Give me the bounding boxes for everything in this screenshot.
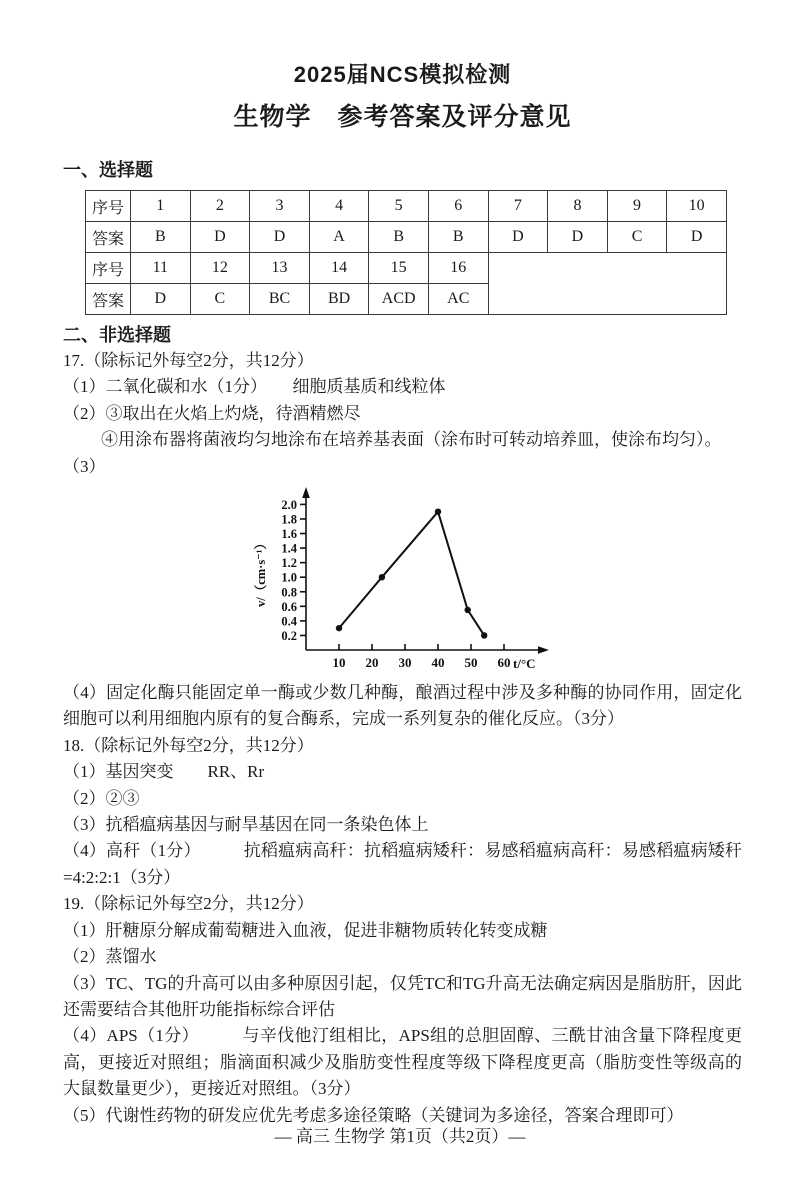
doc-title: 2025届NCS模拟检测 (293, 62, 512, 87)
q17-answer-1: （1）二氧化碳和水（1分） 细胞质基质和线粒体 (63, 377, 446, 397)
y-tick-label: 1.4 (281, 541, 297, 556)
answer-cell: B (131, 222, 191, 253)
y-tick-label: 1.6 (281, 527, 297, 542)
x-tick-label: 30 (398, 655, 412, 671)
answer-cell: D (667, 222, 727, 253)
y-tick-label: 0.2 (281, 628, 297, 643)
q18-answer-4: （4）高秆（1分） 抗稻瘟病高秆：抗稻瘟病矮秆：易感稻瘟病高秆：易感稻瘟病矮秆=4:2:2:1（3分） (63, 841, 742, 887)
answer-cell: C (190, 284, 250, 315)
line-chart-svg (251, 482, 561, 678)
question-number-cell: 1 (131, 191, 191, 222)
data-point (379, 574, 385, 580)
section1-heading: 一、选择题 (63, 160, 153, 180)
answer-table-row (86, 222, 727, 253)
q19-intro: 19.（除标记外每空2分，共12分） (63, 894, 314, 914)
answer-cell: D (488, 222, 548, 253)
answer-cell: C (607, 222, 667, 253)
question-number-cell: 4 (309, 191, 369, 222)
question-number-cell: 2 (190, 191, 250, 222)
section2-heading: 二、非选择题 (63, 325, 171, 345)
q19-answer-5: （5）代谢性药物的研发应优先考虑多途径策略（关键词为多途径，答案合理即可） (63, 1105, 684, 1125)
x-tick-label: 20 (365, 655, 379, 671)
question-number-cell: 7 (488, 191, 548, 222)
answer-cell: B (428, 222, 488, 253)
row-header-cell: 序号 (86, 191, 131, 222)
page-footer: — 高三 生物学 第1页（共2页）— (274, 1127, 526, 1146)
question-number-cell: 6 (428, 191, 488, 222)
q17-answer-3-label: （3） (63, 456, 106, 476)
y-tick-label: 2.0 (281, 497, 297, 512)
question-number-cell: 13 (250, 253, 310, 284)
answer-table-row (86, 253, 727, 284)
x-axis-title: t/°C (513, 656, 536, 672)
x-tick-label: 10 (332, 655, 346, 671)
y-tick-label: 1.8 (281, 512, 297, 527)
x-tick-label: 40 (431, 655, 445, 671)
question-number-cell: 12 (190, 253, 250, 284)
y-tick-label: 0.8 (281, 585, 297, 600)
data-line (339, 512, 484, 636)
question-number-cell: 5 (369, 191, 429, 222)
x-tick-label: 50 (464, 655, 478, 671)
question-number-cell: 15 (369, 253, 429, 284)
y-axis-title: v/（cm·s⁻¹） (254, 537, 268, 608)
question-number-cell: 11 (131, 253, 191, 284)
answer-cell: D (190, 222, 250, 253)
q17-answer-4: （4）固定化酶只能固定单一酶或少数几种酶，酿酒过程中涉及多种酶的协同作用，固定化细胞可以利用细胞内原有的复合酶系，完成一系列复杂的催化反应。（3分） (63, 683, 742, 729)
doc-subtitle: 生物学 参考答案及评分意见 (233, 103, 572, 131)
data-point (465, 607, 471, 613)
y-tick-label: 1.0 (281, 570, 297, 585)
q18-answer-1: （1）基因突变 RR、Rr (63, 762, 265, 782)
data-point (435, 509, 441, 515)
q18-intro: 18.（除标记外每空2分，共12分） (63, 735, 314, 755)
row-header-cell: 答案 (86, 222, 131, 253)
question-number-cell: 14 (309, 253, 369, 284)
q19-answer-4: （4）APS（1分） 与辛伐他汀组相比，APS组的总胆固醇、三酰甘油含量下降程度更高，更接近对照组；脂滴面积减少及脂肪变性程度等级下降程度更高（脂肪变性等级高的大鼠数量更少），更接近对照组。（3分） (63, 1026, 742, 1099)
enzyme-rate-temperature-chart (251, 482, 561, 678)
x-tick-label: 60 (497, 655, 511, 671)
question-number-cell: 3 (250, 191, 310, 222)
y-tick-label: 0.4 (281, 614, 297, 629)
answer-cell: BC (250, 284, 310, 315)
data-point (481, 632, 487, 638)
x-axis-arrow (538, 646, 549, 654)
q19-answer-2: （2）蒸馏水 (63, 947, 157, 967)
y-axis-arrow (302, 487, 310, 498)
row-header-cell: 序号 (86, 253, 131, 284)
y-tick-label: 1.2 (281, 556, 297, 571)
q17-answer-2b: ④用涂布器将菌液均匀地涂布在培养基表面（涂布时可转动培养皿，使涂布均匀）。 (101, 430, 722, 450)
answer-cell: D (548, 222, 608, 253)
question-number-cell: 9 (607, 191, 667, 222)
q17-answer-2: （2）③取出在火焰上灼烧，待酒精燃尽 (63, 403, 361, 423)
blank-merged-cell (488, 253, 726, 315)
answer-cell: D (131, 284, 191, 315)
answer-cell: A (309, 222, 369, 253)
answer-cell: ACD (369, 284, 429, 315)
answer-cell: BD (309, 284, 369, 315)
q19-answer-3: （3）TC、TG的升高可以由多种原因引起，仅凭TC和TG升高无法确定病因是脂肪肝，因此还需要结合其他肝功能指标综合评估 (63, 973, 742, 1019)
question-number-cell: 10 (667, 191, 727, 222)
data-point (336, 625, 342, 631)
row-header-cell: 答案 (86, 284, 131, 315)
answer-cell: D (250, 222, 310, 253)
answer-table (85, 190, 727, 315)
answer-cell: B (369, 222, 429, 253)
q18-answer-3: （3）抗稻瘟病基因与耐旱基因在同一条染色体上 (63, 815, 429, 835)
answer-cell: AC (428, 284, 488, 315)
exam-answer-page (0, 58, 800, 1189)
q18-answer-2: （2）②③ (63, 788, 140, 808)
q17-intro: 17.（除标记外每空2分，共12分） (63, 351, 314, 370)
y-tick-label: 0.6 (281, 599, 297, 614)
q19-answer-1: （1）肝糖原分解成葡萄糖进入血液，促进非糖物质转化转变成糖 (63, 920, 548, 940)
answer-table-row (86, 191, 727, 222)
question-number-cell: 16 (428, 253, 488, 284)
question-number-cell: 8 (548, 191, 608, 222)
